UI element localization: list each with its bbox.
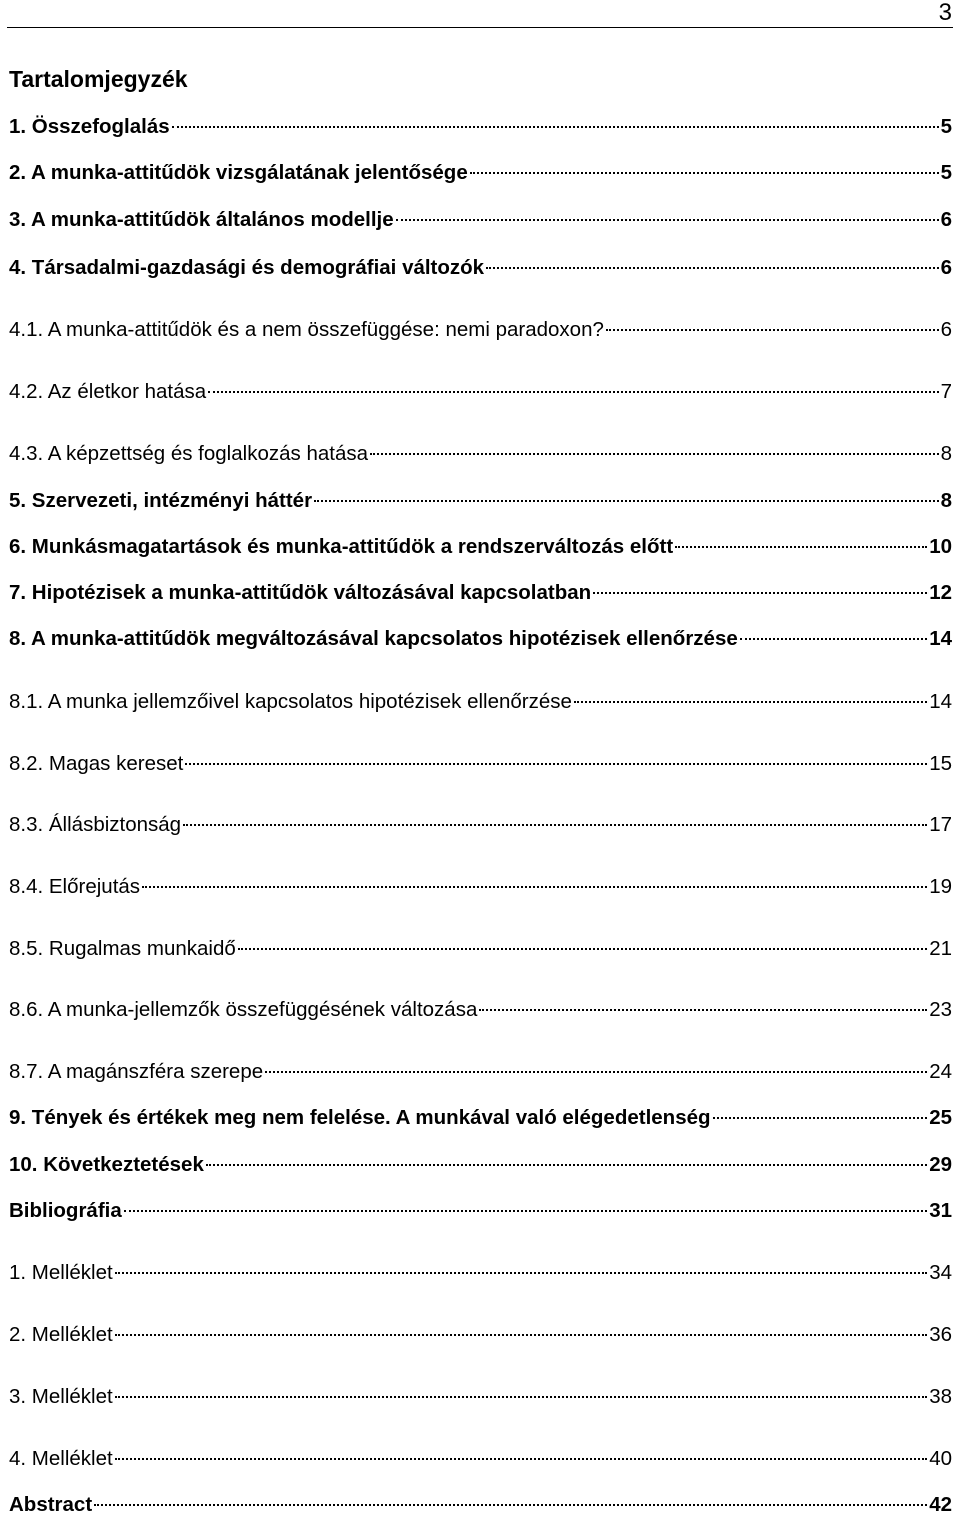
toc-entry[interactable]	[9, 1444, 952, 1474]
dot-leader	[606, 329, 939, 331]
toc-entry[interactable]	[9, 624, 952, 654]
toc-entry[interactable]	[9, 532, 952, 562]
toc-entry-label: 2. A munka-attitűdök vizsgálatának jelentősége	[9, 161, 468, 184]
dot-leader	[470, 172, 939, 174]
toc-entry-page: 8	[940, 442, 952, 465]
dot-leader	[94, 1504, 927, 1506]
toc-entry-label: 1. Összefoglalás	[9, 115, 170, 138]
toc-entry-page: 23	[929, 998, 952, 1021]
toc-entry-label: 3. Melléklet	[9, 1385, 113, 1408]
dot-leader	[124, 1210, 927, 1212]
toc-entry[interactable]	[9, 578, 952, 608]
toc-entry-label: 8.7. A magánszféra szerepe	[9, 1060, 264, 1083]
toc-entry-page: 5	[940, 115, 952, 138]
toc-entry[interactable]	[9, 1103, 952, 1133]
toc-list	[9, 0, 952, 1515]
toc-entry[interactable]	[9, 1196, 952, 1226]
dot-leader	[183, 824, 927, 826]
toc-entry-label: 7. Hipotézisek a munka-attitűdök változásával kapcsolatban	[9, 581, 592, 604]
dot-leader	[574, 701, 927, 703]
dot-leader	[185, 763, 927, 765]
toc-entry-page: 6	[940, 256, 952, 279]
toc-entry-page: 14	[929, 690, 952, 713]
toc-entry[interactable]	[9, 439, 952, 469]
toc-entry[interactable]	[9, 253, 952, 283]
toc-entry[interactable]	[9, 810, 952, 840]
dot-leader	[265, 1071, 927, 1073]
toc-entry-page: 34	[929, 1261, 952, 1284]
toc-entry-label: 8.3. Állásbiztonság	[9, 813, 182, 836]
toc-entry[interactable]	[9, 687, 952, 717]
toc-entry-page: 29	[929, 1153, 952, 1176]
toc-entry[interactable]	[9, 1258, 952, 1288]
dot-leader	[675, 546, 927, 548]
dot-leader	[115, 1458, 928, 1460]
toc-entry-page: 42	[929, 1493, 952, 1516]
toc-entry-page: 38	[929, 1385, 952, 1408]
toc-entry-label: 4. Melléklet	[9, 1447, 113, 1470]
toc-entry-page: 15	[929, 752, 952, 775]
toc-entry-label: Bibliográfia	[9, 1199, 122, 1222]
toc-entry-label: 9. Tények és értékek meg nem felelése. A munkával való elégedetlenség	[9, 1106, 711, 1129]
dot-leader	[115, 1272, 928, 1274]
toc-entry-page: 25	[929, 1106, 952, 1129]
toc-entry-page: 21	[929, 937, 952, 960]
toc-entry[interactable]	[9, 1490, 952, 1520]
toc-entry-page: 6	[940, 208, 952, 231]
toc-entry-page: 8	[940, 489, 952, 512]
dot-leader	[486, 267, 939, 269]
toc-entry-page: 36	[929, 1323, 952, 1346]
toc-entry-page: 24	[929, 1060, 952, 1083]
toc-entry-label: 2. Melléklet	[9, 1323, 113, 1346]
toc-entry[interactable]	[9, 377, 952, 407]
dot-leader	[479, 1009, 927, 1011]
dot-leader	[396, 219, 939, 221]
toc-entry-page: 40	[929, 1447, 952, 1470]
toc-entry[interactable]	[9, 158, 952, 188]
toc-entry-page: 14	[929, 627, 952, 650]
toc-entry-page: 17	[929, 813, 952, 836]
dot-leader	[172, 126, 939, 128]
dot-leader	[593, 592, 927, 594]
toc-entry-label: 4. Társadalmi-gazdasági és demográfiai változók	[9, 256, 485, 279]
dot-leader	[115, 1396, 928, 1398]
toc-entry[interactable]	[9, 934, 952, 964]
toc-entry-label: 8.1. A munka jellemzőivel kapcsolatos hipotézisek ellenőrzése	[9, 690, 572, 713]
dot-leader	[713, 1117, 928, 1119]
toc-entry-label: 8.4. Előrejutás	[9, 875, 141, 898]
toc-entry-page: 6	[940, 318, 952, 341]
toc-entry-label: 8.2. Magas kereset	[9, 752, 184, 775]
toc-entry[interactable]	[9, 1150, 952, 1180]
toc-entry[interactable]	[9, 995, 952, 1025]
toc-entry-page: 10	[929, 535, 952, 558]
toc-entry-label: 1. Melléklet	[9, 1261, 113, 1284]
dot-leader	[206, 1164, 927, 1166]
toc-entry[interactable]	[9, 1320, 952, 1350]
toc-entry[interactable]	[9, 486, 952, 516]
toc-entry-label: 3. A munka-attitűdök általános modellje	[9, 208, 394, 231]
dot-leader	[115, 1334, 928, 1336]
toc-entry-label: 5. Szervezeti, intézményi háttér	[9, 489, 313, 512]
toc-entry-label: 6. Munkásmagatartások és munka-attitűdök a rendszerváltozás előtt	[9, 535, 674, 558]
toc-entry-label: Abstract	[9, 1493, 93, 1516]
toc-entry-page: 31	[929, 1199, 952, 1222]
page-number: 3	[938, 0, 952, 26]
dot-leader	[740, 638, 927, 640]
toc-entry[interactable]	[9, 1057, 952, 1087]
toc-entry-label: 8.5. Rugalmas munkaidő	[9, 937, 236, 960]
toc-entry-label: 10. Következtetések	[9, 1153, 204, 1176]
dot-leader	[238, 948, 927, 950]
dot-leader	[208, 391, 938, 393]
dot-leader	[142, 886, 927, 888]
toc-entry-label: 4.3. A képzettség és foglalkozás hatása	[9, 442, 368, 465]
toc-entry-label: 4.2. Az életkor hatása	[9, 380, 207, 403]
toc-entry-label: 8. A munka-attitűdök megváltozásával kapcsolatos hipotézisek ellenőrzése	[9, 627, 738, 650]
toc-entry[interactable]	[9, 1382, 952, 1412]
toc-entry-label: 4.1. A munka-attitűdök és a nem összefüggése: nemi paradoxon?	[9, 318, 604, 341]
toc-entry-page: 5	[940, 161, 952, 184]
toc-entry[interactable]	[9, 315, 952, 345]
dot-leader	[314, 500, 939, 502]
dot-leader	[370, 453, 939, 455]
toc-entry-page: 7	[940, 380, 952, 403]
toc-entry[interactable]	[9, 205, 952, 235]
toc-entry[interactable]	[9, 112, 952, 142]
toc-title: Tartalomjegyzék	[9, 66, 188, 92]
toc-entry-page: 12	[929, 581, 952, 604]
toc-entry-label: 8.6. A munka-jellemzők összefüggésének változása	[9, 998, 478, 1021]
toc-entry[interactable]	[9, 749, 952, 779]
toc-entry-page: 19	[929, 875, 952, 898]
toc-entry[interactable]	[9, 872, 952, 902]
